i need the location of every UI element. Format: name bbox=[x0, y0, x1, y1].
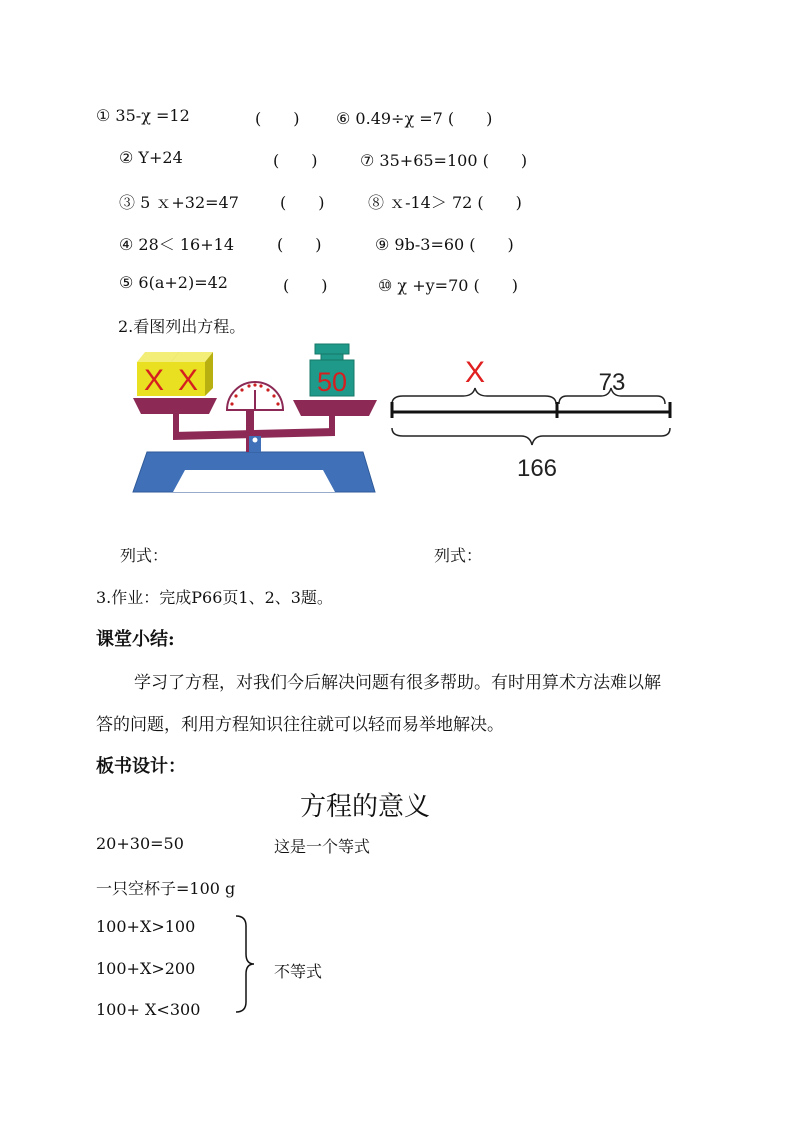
board-ineq1: 100+X>100 bbox=[96, 917, 196, 936]
exercise-2: ② Y+24 bbox=[119, 148, 183, 167]
inequality-note: 不等式 bbox=[274, 962, 323, 981]
exercise-5-paren: ( ) bbox=[283, 276, 328, 295]
board-cup: 一只空杯子=100 g bbox=[96, 879, 236, 898]
exercise-6: ⑥ 0.49÷χ =7 ( ) bbox=[336, 109, 493, 128]
x-box-2-label: X bbox=[177, 364, 199, 397]
x-box-1-label: X bbox=[143, 364, 165, 397]
brace-166 bbox=[392, 428, 670, 445]
brace-x bbox=[392, 388, 556, 404]
balance-base-cutout bbox=[173, 470, 335, 492]
board-ineq3: 100+ X<300 bbox=[96, 1000, 201, 1019]
segment-x-label: X bbox=[464, 356, 486, 389]
answer-right: 列式： bbox=[434, 546, 483, 565]
exercise-4: ④ 28＜ 16+14 bbox=[119, 235, 235, 254]
balance-left-pan bbox=[133, 398, 217, 414]
exercise-8: ⑧ ｘ-14＞ 72 ( ) bbox=[368, 193, 522, 212]
exercise-5: ⑤ 6(a+2)=42 bbox=[119, 273, 228, 292]
weight-label: 50 bbox=[316, 367, 348, 397]
section2-heading: 2.看图列出方程。 bbox=[118, 317, 246, 336]
exercise-10: ⑩ χ +y=70 ( ) bbox=[378, 276, 518, 295]
board-title: 方程的意义 bbox=[300, 792, 431, 822]
exercise-2-paren: ( ) bbox=[273, 151, 318, 170]
summary-heading: 课堂小结: bbox=[96, 629, 175, 650]
summary-line-1: 学习了方程，对我们今后解决问题有很多帮助。有时用算术方法难以解 bbox=[134, 673, 661, 693]
summary-line-2: 答的问题，利用方程知识往往就可以轻而易举地解决。 bbox=[96, 715, 504, 735]
exercise-1-paren: ( ) bbox=[255, 109, 300, 128]
board-eq1-note: 这是一个等式 bbox=[274, 837, 371, 856]
exercise-3-paren: ( ) bbox=[280, 193, 325, 212]
exercise-1: ① 35-χ =12 bbox=[96, 106, 190, 125]
exercise-3: ③ 5 ｘ+32=47 bbox=[119, 193, 239, 212]
segment-166-label: 166 bbox=[516, 455, 558, 482]
homework: 3.作业：完成P66页1、2、3题。 bbox=[96, 588, 333, 607]
exercise-7: ⑦ 35+65=100 ( ) bbox=[360, 151, 528, 170]
exercise-4-paren: ( ) bbox=[277, 235, 322, 254]
board-eq1: 20+30=50 bbox=[96, 834, 184, 853]
exercise-9: ⑨ 9b-3=60 ( ) bbox=[375, 235, 514, 254]
segment-73-label: 73 bbox=[598, 369, 626, 396]
balance-figure bbox=[125, 340, 380, 498]
inequality-brace bbox=[234, 914, 258, 1014]
board-ineq2: 100+X>200 bbox=[96, 959, 196, 978]
answer-left: 列式： bbox=[120, 546, 169, 565]
segment-figure bbox=[385, 352, 677, 487]
balance-right-pan bbox=[293, 400, 377, 416]
board-heading: 板书设计： bbox=[96, 756, 186, 777]
